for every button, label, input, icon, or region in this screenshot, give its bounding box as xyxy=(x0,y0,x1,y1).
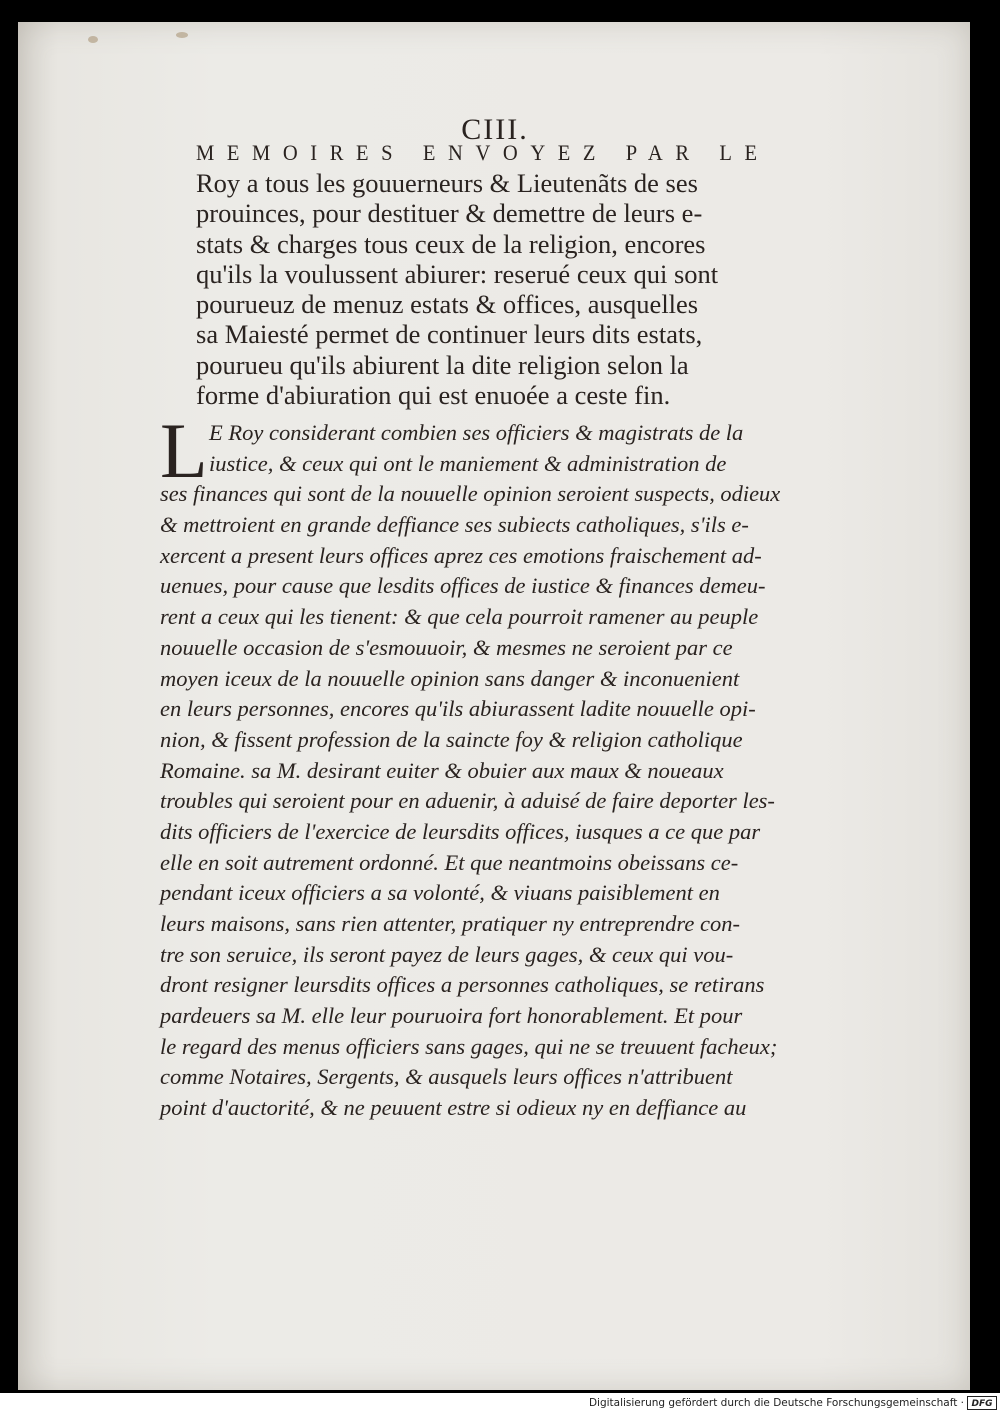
heading-line: pourueuz de menuz estats & offices, ausquelles xyxy=(196,289,699,320)
body-line: tre son seruice, ils seront payez de leurs gages, & ceux qui vou- xyxy=(160,941,734,967)
heading-line: sa Maiesté permet de continuer leurs dits estats, xyxy=(196,319,703,350)
heading-line: stats & charges tous ceux de la religion, encores xyxy=(196,228,706,259)
body-line: moyen iceux de la nouuelle opinion sans danger & inconuenient xyxy=(160,665,740,691)
body-line: uenues, pour cause que lesdits offices de iustice & finances demeu- xyxy=(160,573,766,599)
page-number: CIII. xyxy=(461,113,529,146)
body-line: pardeuers sa M. elle leur pouruoira fort honorablement. Et pour xyxy=(160,1003,743,1029)
body-line: E Roy considerant combien ses officiers & magistrats de la xyxy=(209,420,744,445)
heading-line: qu'ils la voulussent abiurer: reserué ceux qui sont xyxy=(196,258,719,289)
heading-line: forme d'abiuration qui est enuoée a ceste fin. xyxy=(196,380,671,411)
body-text xyxy=(160,418,780,1124)
body-line: rent a ceux qui les tienent: & que cela pourroit ramener au peuple xyxy=(160,604,759,630)
body-line: nouuelle occasion de s'esmouuoir, & mesmes ne seroient par ce xyxy=(160,634,733,660)
body-line: iustice, & ceux qui ont le maniement & administration de xyxy=(209,450,727,476)
heading-line: Roy a tous les gouuerneurs & Lieutenãts de ses xyxy=(196,168,698,198)
body-line: Romaine. sa M. desirant euiter & obuier aux maux & noueaux xyxy=(160,757,724,783)
body-line: comme Notaires, Sergents, & ausquels leurs offices n'attribuent xyxy=(160,1064,733,1090)
chapter-heading xyxy=(196,138,770,410)
body-line: xercent a present leurs offices aprez ces emotions fraischement ad- xyxy=(160,542,762,568)
body-line: & mettroient en grande deffiance ses subiects catholiques, s'ils e- xyxy=(160,512,749,538)
body-line: ses finances qui sont de la nouuelle opinion seroient suspects, odieux xyxy=(160,481,781,507)
paper-stain xyxy=(176,32,188,38)
funding-credit: Digitalisierung gefördert durch die Deutsche Forschungsgemeinschaft · xyxy=(588,1397,964,1409)
body-line: leurs maisons, sans rien attenter, pratiquer ny entreprendre con- xyxy=(160,911,740,936)
body-line: troubles qui seroient pour en aduenir, à aduisé de faire deporter les- xyxy=(160,788,775,814)
drop-cap: L xyxy=(160,407,208,494)
body-line: pendant iceux officiers a sa volonté, & viuans paisiblement en xyxy=(160,880,720,906)
heading-line: prouinces, pour destituer & demettre de leurs e- xyxy=(196,198,703,229)
body-line: nion, & fissent profession de la saincte foy & religion catholique xyxy=(160,726,743,752)
heading-line: MEMOIRES ENVOYEZ PAR LE xyxy=(196,140,770,165)
body-line: le regard des menus officiers sans gages, qui ne se treuuent facheux; xyxy=(160,1033,778,1059)
body-line: en leurs personnes, encores qu'ils abiurassent ladite nouuelle opi- xyxy=(160,696,756,722)
body-line: dits officiers de l'exercice de leursdits offices, iusques a ce que par xyxy=(160,818,761,844)
body-line: elle en soit autrement ordonné. Et que neantmoins obeissans ce- xyxy=(160,849,739,875)
body-line: dront resigner leursdits offices a personnes catholiques, se retirans xyxy=(160,972,765,998)
heading-line: pourueu qu'ils abiurent la dite religion selon la xyxy=(196,349,689,380)
body-line: point d'auctorité, & ne peuuent estre si odieux ny en deffiance au xyxy=(160,1095,747,1121)
paper-stain xyxy=(88,36,98,43)
dfg-logo: DFG xyxy=(967,1396,997,1410)
